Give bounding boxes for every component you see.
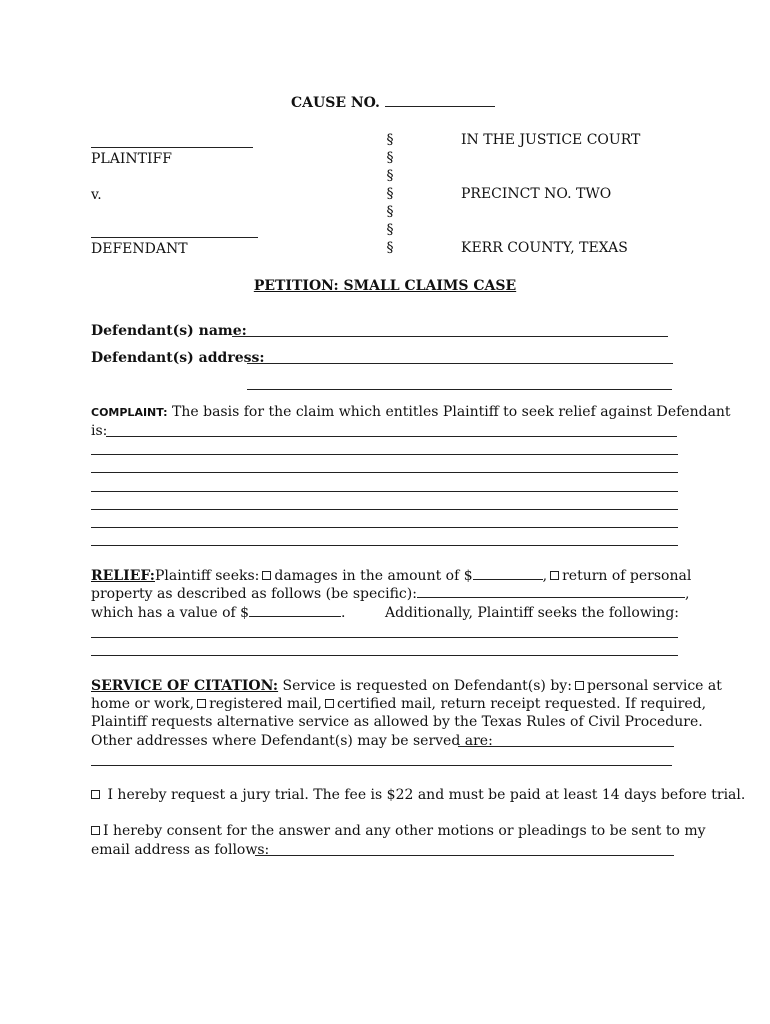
complaint-field[interactable] (91, 509, 678, 510)
section-mark: § (386, 204, 394, 220)
relief-line-2: property as described as follows (be specific): , (91, 586, 690, 602)
value-text: which has a value of $ (91, 605, 250, 621)
damages-text: damages in the amount of $ (274, 568, 473, 584)
complaint-field[interactable] (91, 491, 678, 492)
complaint-field[interactable] (91, 527, 678, 528)
petition-title: PETITION: SMALL CLAIMS CASE (253, 278, 517, 294)
email-address-label: email address as follows: (91, 842, 270, 858)
section-mark: § (386, 186, 394, 202)
court-name: IN THE JUSTICE COURT (461, 132, 641, 148)
complaint-label: COMPLAINT: (91, 406, 168, 419)
service-line-1 (91, 677, 722, 695)
service-line-2 (91, 695, 706, 713)
defendant-address-field[interactable] (247, 363, 673, 364)
defendant-name-field[interactable] (232, 336, 668, 337)
jury-trial-checkbox[interactable] (91, 790, 100, 799)
complaint-is-label: is: (91, 423, 108, 439)
complaint-field[interactable] (91, 545, 678, 546)
email-consent-checkbox[interactable] (91, 826, 100, 835)
registered-mail-checkbox[interactable] (197, 699, 206, 708)
home-work-text: home or work, (91, 696, 195, 712)
defendant-name-label: Defendant(s) name: (91, 323, 247, 339)
damages-amount-field[interactable] (473, 567, 543, 580)
section-mark: § (386, 168, 394, 184)
relief-field[interactable] (91, 637, 678, 638)
defendant-address-field-2[interactable] (247, 389, 672, 390)
defendant-label: DEFENDANT (91, 241, 188, 257)
return-property-checkbox[interactable] (550, 571, 559, 580)
plaintiff-label: PLAINTIFF (91, 151, 172, 167)
section-mark: § (386, 132, 394, 148)
defendant-name-blank[interactable] (91, 237, 258, 238)
property-text: property as described as follows (be specific): (91, 586, 417, 602)
section-mark: § (386, 240, 394, 256)
service-label: SERVICE OF CITATION: (91, 678, 279, 694)
cause-number (291, 94, 495, 112)
additionally-text: Additionally, Plaintiff seeks the following: (385, 605, 679, 621)
personal-service-text: personal service at (586, 678, 722, 694)
service-line-3: Plaintiff requests alternative service as allowed by the Texas Rules of Civil Procedure. (91, 714, 703, 730)
complaint-line (91, 403, 731, 422)
cause-number-blank[interactable] (385, 94, 495, 107)
relief-seeks: Plaintiff seeks: (154, 568, 260, 584)
cause-number-label: CAUSE NO. (291, 95, 380, 111)
relief-line-3: which has a value of $ . Additionally, Plaintiff seeks the following: (91, 605, 679, 621)
personal-service-checkbox[interactable] (575, 681, 584, 690)
plaintiff-name-blank[interactable] (91, 147, 253, 148)
complaint-field[interactable] (91, 472, 678, 473)
complaint-text: The basis for the claim which entitles Plaintiff to seek relief against Defendant (172, 404, 731, 420)
section-mark: § (386, 150, 394, 166)
damages-checkbox[interactable] (262, 571, 271, 580)
jury-trial-line (91, 786, 745, 804)
registered-mail-text: registered mail, (209, 696, 323, 712)
property-value-field[interactable] (249, 604, 341, 617)
county: KERR COUNTY, TEXAS (461, 240, 628, 256)
service-intro: Service is requested on Defendant(s) by: (282, 678, 572, 694)
relief-label: RELIEF: (91, 568, 155, 584)
relief-line-1: RELIEF: Plaintiff seeks: damages in the amount of $ , return of personal (91, 568, 692, 584)
other-addresses-label: Other addresses where Defendant(s) may be served are: (91, 733, 493, 749)
other-addresses-field-2[interactable] (91, 765, 672, 766)
certified-mail-text: certified mail, return receipt requested. If required, (337, 696, 707, 712)
complaint-field[interactable] (91, 454, 678, 455)
certified-mail-checkbox[interactable] (325, 699, 334, 708)
email-consent-text: I hereby consent for the answer and any other motions or pleadings to be sent to my (103, 823, 706, 839)
jury-trial-text: I hereby request a jury trial. The fee is $22 and must be paid at least 14 days before trial. (107, 787, 746, 803)
email-address-field[interactable] (255, 855, 674, 856)
versus-label: v. (91, 187, 102, 203)
section-mark: § (386, 222, 394, 238)
email-consent-line (91, 822, 706, 840)
defendant-address-label: Defendant(s) address: (91, 350, 265, 366)
relief-field[interactable] (91, 655, 678, 656)
property-description-field[interactable] (417, 585, 685, 598)
complaint-field[interactable] (106, 436, 677, 437)
precinct: PRECINCT NO. TWO (461, 186, 612, 202)
return-text: return of personal (562, 568, 692, 584)
other-addresses-field[interactable] (458, 746, 674, 747)
